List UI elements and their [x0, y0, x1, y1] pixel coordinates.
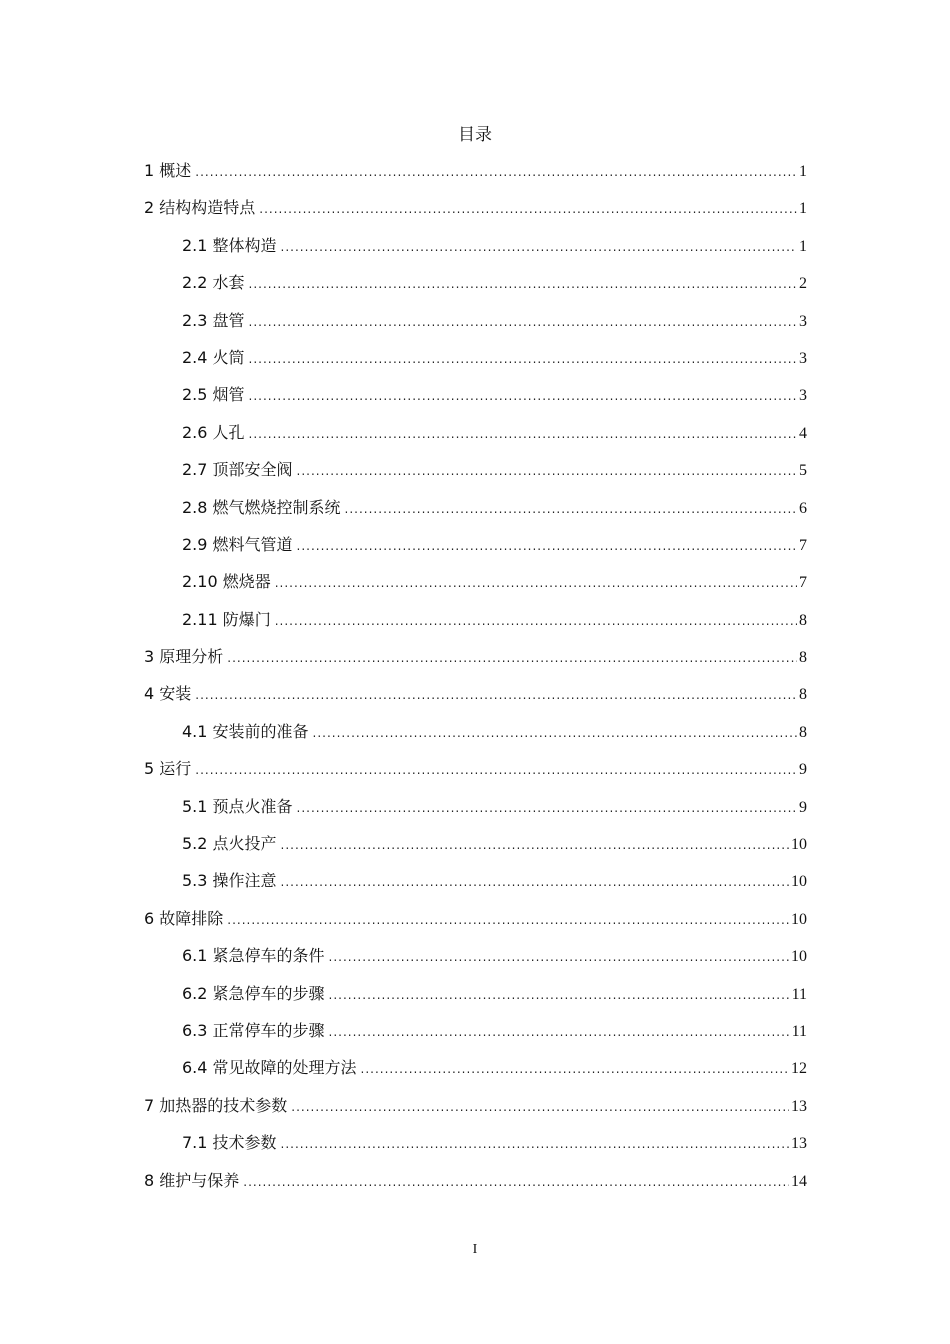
toc-entry[interactable]	[144, 451, 807, 488]
toc-entry-label: 2.9 燃料气管道	[182, 534, 293, 554]
toc-entry-label: 2.3 盘管	[182, 310, 245, 330]
toc-entry-page: 10	[791, 910, 807, 928]
dot-leader	[227, 640, 797, 677]
toc-entry-label: 2.2 水套	[182, 273, 245, 293]
toc-entry-page: 8	[799, 611, 807, 629]
toc-entry-page: 7	[799, 536, 807, 554]
toc-entry[interactable]	[144, 675, 807, 712]
toc-entry-page: 8	[799, 649, 807, 667]
toc-entry-label: 7 加热器的技术参数	[144, 1095, 288, 1115]
toc-entry[interactable]	[144, 227, 807, 264]
dot-leader	[259, 191, 797, 228]
dot-leader	[275, 603, 797, 640]
toc-entry-page: 7	[799, 574, 807, 592]
toc-entry-label: 2.6 人孔	[182, 422, 245, 442]
toc-entry[interactable]	[144, 825, 807, 862]
toc-entry[interactable]	[144, 1049, 807, 1086]
toc-entry-label: 2.11 防爆门	[182, 609, 271, 629]
toc-entry[interactable]	[144, 937, 807, 974]
dot-leader	[249, 304, 797, 341]
toc-entry[interactable]	[144, 489, 807, 526]
dot-leader	[227, 902, 789, 939]
toc-entry-label: 6.3 正常停车的步骤	[182, 1020, 325, 1040]
toc-entry-label: 6.4 常见故障的处理方法	[182, 1058, 357, 1078]
dot-leader	[275, 565, 797, 602]
dot-leader	[281, 864, 789, 901]
dot-leader	[329, 977, 790, 1014]
toc-entry-page: 13	[791, 1135, 807, 1153]
toc-entry-label: 5 运行	[144, 759, 192, 779]
toc-entry-page: 1	[799, 163, 807, 180]
toc-entry[interactable]	[144, 1162, 807, 1199]
toc-entry[interactable]	[144, 601, 807, 638]
toc-entry[interactable]	[144, 862, 807, 899]
toc-entry-label: 6.2 紧急停车的步骤	[182, 983, 325, 1003]
toc-entry-page: 5	[799, 462, 807, 480]
toc-entry[interactable]	[144, 563, 807, 600]
dot-leader	[329, 939, 789, 976]
toc-entry-label: 5.2 点火投产	[182, 834, 277, 854]
dot-leader	[281, 229, 797, 266]
dot-leader	[249, 266, 797, 303]
toc-entry-page: 10	[791, 836, 807, 854]
toc-entry[interactable]	[144, 788, 807, 825]
dot-leader	[249, 341, 797, 378]
toc-title: 目录	[458, 125, 492, 145]
toc-entry-page: 11	[791, 985, 807, 1003]
dot-leader	[297, 453, 797, 490]
dot-leader	[195, 154, 797, 191]
toc-entry-page: 13	[791, 1097, 807, 1115]
toc-entry-label: 6.1 紧急停车的条件	[182, 946, 325, 966]
toc-entry[interactable]	[144, 414, 807, 451]
dot-leader	[249, 378, 797, 415]
toc-entry[interactable]	[144, 302, 807, 339]
toc-entry[interactable]	[144, 975, 807, 1012]
toc-entry-page: 14	[791, 1172, 807, 1190]
toc-entry[interactable]	[144, 189, 807, 226]
toc-entry[interactable]	[144, 638, 807, 675]
toc-entry[interactable]	[144, 1087, 807, 1124]
toc-entry-page: 9	[799, 798, 807, 816]
toc-entry[interactable]	[144, 1124, 807, 1161]
dot-leader	[297, 790, 797, 827]
toc-entry[interactable]	[144, 526, 807, 563]
toc-entry-page: 12	[791, 1060, 807, 1078]
toc-entry-page: 2	[799, 275, 807, 293]
toc-entry-label: 2.7 顶部安全阀	[182, 460, 293, 480]
toc-entry-page: 3	[799, 349, 807, 367]
toc-entry-label: 2.10 燃烧器	[182, 572, 271, 592]
dot-leader	[297, 528, 797, 565]
toc-entry-label: 4.1 安装前的准备	[182, 721, 309, 741]
toc-entry-page: 1	[799, 200, 807, 218]
toc-entry-label: 1 概述	[144, 161, 192, 180]
toc-entry-label: 2.4 火筒	[182, 347, 245, 367]
toc-entry-label: 5.3 操作注意	[182, 871, 277, 891]
toc-entry-page: 6	[799, 499, 807, 517]
toc-entry-page: 4	[799, 424, 807, 442]
toc-entry-label: 2 结构构造特点	[144, 198, 256, 218]
dot-leader	[243, 1164, 789, 1201]
toc-entry-page: 8	[799, 686, 807, 704]
toc-entry-label: 4 安装	[144, 684, 192, 704]
toc-entry[interactable]	[144, 152, 807, 189]
toc-entry[interactable]	[144, 750, 807, 787]
toc-entry-page: 1	[799, 237, 807, 255]
toc-entry[interactable]	[144, 264, 807, 301]
toc-entry[interactable]	[144, 900, 807, 937]
toc-entry[interactable]	[144, 376, 807, 413]
dot-leader	[195, 752, 797, 789]
toc-entry-page: 10	[791, 948, 807, 966]
dot-leader	[313, 715, 797, 752]
dot-leader	[291, 1089, 789, 1126]
dot-leader	[195, 677, 797, 714]
dot-leader	[281, 1126, 789, 1163]
toc-entry-page: 10	[791, 873, 807, 891]
dot-leader	[329, 1014, 790, 1051]
toc-entry[interactable]	[144, 339, 807, 376]
page-number: I	[472, 1242, 478, 1257]
toc-entry-label: 2.1 整体构造	[182, 235, 277, 255]
dot-leader	[281, 827, 789, 864]
dot-leader	[249, 416, 797, 453]
toc-entry[interactable]	[144, 1012, 807, 1049]
toc-entry-label: 2.5 烟管	[182, 385, 245, 405]
toc-entry-label: 2.8 燃气燃烧控制系统	[182, 497, 341, 517]
toc-entry-page: 9	[799, 761, 807, 779]
table-of-contents	[144, 152, 807, 1199]
toc-entry-page: 8	[799, 723, 807, 741]
dot-leader	[361, 1051, 789, 1088]
toc-entry-label: 7.1 技术参数	[182, 1133, 277, 1153]
toc-entry-label: 8 维护与保养	[144, 1170, 240, 1190]
toc-entry[interactable]	[144, 713, 807, 750]
toc-entry-page: 3	[799, 312, 807, 330]
toc-entry-label: 5.1 预点火准备	[182, 796, 293, 816]
toc-entry-page: 11	[791, 1022, 807, 1040]
toc-entry-label: 6 故障排除	[144, 908, 224, 928]
dot-leader	[345, 491, 797, 528]
toc-entry-page: 3	[799, 387, 807, 405]
toc-entry-label: 3 原理分析	[144, 647, 224, 667]
